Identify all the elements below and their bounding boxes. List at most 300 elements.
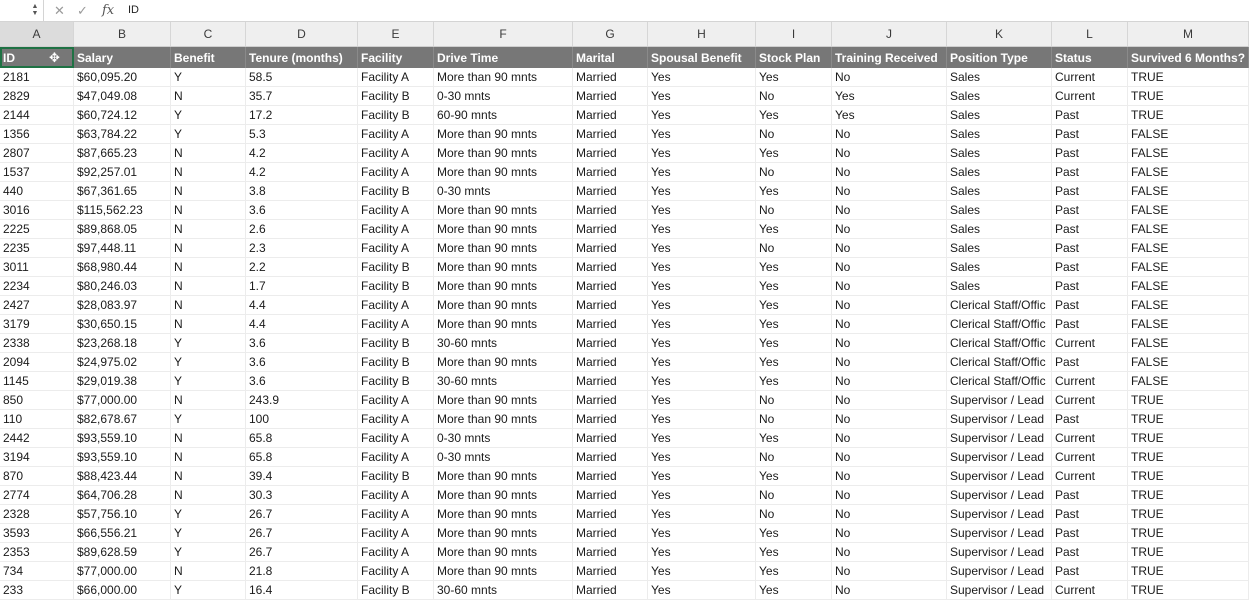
cell-h[interactable]: Yes (648, 410, 756, 429)
cell-m[interactable]: TRUE (1128, 524, 1249, 543)
cell-i[interactable]: No (756, 163, 832, 182)
column-header-l[interactable]: L (1052, 22, 1128, 46)
header-cell-i[interactable]: Stock Plan (756, 47, 832, 68)
cell-m[interactable]: FALSE (1128, 239, 1249, 258)
cell-d[interactable]: 58.5 (246, 68, 358, 87)
cell-d[interactable]: 26.7 (246, 543, 358, 562)
cell-h[interactable]: Yes (648, 353, 756, 372)
cell-c[interactable]: Y (171, 581, 246, 600)
cell-e[interactable]: Facility A (358, 163, 434, 182)
cell-k[interactable]: Sales (947, 277, 1052, 296)
cell-e[interactable]: Facility B (358, 106, 434, 125)
cell-m[interactable]: FALSE (1128, 220, 1249, 239)
cell-h[interactable]: Yes (648, 201, 756, 220)
cell-d[interactable]: 4.4 (246, 296, 358, 315)
cell-m[interactable]: TRUE (1128, 581, 1249, 600)
cell-h[interactable]: Yes (648, 277, 756, 296)
cell-h[interactable]: Yes (648, 106, 756, 125)
cell-b[interactable]: $29,019.38 (74, 372, 171, 391)
cell-m[interactable]: FALSE (1128, 334, 1249, 353)
cell-e[interactable]: Facility A (358, 296, 434, 315)
cell-j[interactable]: No (832, 182, 947, 201)
cell-k[interactable]: Sales (947, 144, 1052, 163)
cell-f[interactable]: More than 90 mnts (434, 296, 573, 315)
cell-i[interactable]: Yes (756, 220, 832, 239)
cell-m[interactable]: TRUE (1128, 467, 1249, 486)
cell-f[interactable]: More than 90 mnts (434, 315, 573, 334)
cell-f[interactable]: More than 90 mnts (434, 125, 573, 144)
cell-f[interactable]: 0-30 mnts (434, 429, 573, 448)
cell-e[interactable]: Facility A (358, 220, 434, 239)
cell-c[interactable]: N (171, 277, 246, 296)
cell-c[interactable]: N (171, 448, 246, 467)
cell-a[interactable]: 2338 (0, 334, 74, 353)
cell-a[interactable]: 2181 (0, 68, 74, 87)
cell-b[interactable]: $88,423.44 (74, 467, 171, 486)
column-header-a[interactable]: A (0, 22, 74, 46)
name-box-stepper-icon[interactable]: ▲ ▼ (31, 3, 39, 17)
column-header-f[interactable]: F (434, 22, 573, 46)
cell-b[interactable]: $87,665.23 (74, 144, 171, 163)
cell-c[interactable]: Y (171, 372, 246, 391)
cell-m[interactable]: FALSE (1128, 277, 1249, 296)
cell-a[interactable]: 2353 (0, 543, 74, 562)
cell-g[interactable]: Married (573, 239, 648, 258)
header-cell-l[interactable]: Status (1052, 47, 1128, 68)
cell-c[interactable]: Y (171, 524, 246, 543)
cell-e[interactable]: Facility A (358, 391, 434, 410)
cell-h[interactable]: Yes (648, 448, 756, 467)
cell-e[interactable]: Facility A (358, 315, 434, 334)
cell-f[interactable]: More than 90 mnts (434, 543, 573, 562)
cell-d[interactable]: 17.2 (246, 106, 358, 125)
cell-j[interactable]: No (832, 391, 947, 410)
cell-k[interactable]: Sales (947, 163, 1052, 182)
cell-j[interactable]: No (832, 258, 947, 277)
cell-g[interactable]: Married (573, 372, 648, 391)
cell-h[interactable]: Yes (648, 581, 756, 600)
cell-e[interactable]: Facility A (358, 410, 434, 429)
cell-k[interactable]: Supervisor / Lead (947, 410, 1052, 429)
cell-i[interactable]: Yes (756, 68, 832, 87)
cell-i[interactable]: No (756, 505, 832, 524)
cell-c[interactable]: N (171, 163, 246, 182)
cell-e[interactable]: Facility A (358, 505, 434, 524)
cell-a[interactable]: 2807 (0, 144, 74, 163)
cell-j[interactable]: No (832, 467, 947, 486)
cell-b[interactable]: $93,559.10 (74, 448, 171, 467)
cell-f[interactable]: More than 90 mnts (434, 144, 573, 163)
cell-c[interactable]: N (171, 429, 246, 448)
cell-k[interactable]: Sales (947, 258, 1052, 277)
cell-m[interactable]: FALSE (1128, 125, 1249, 144)
formula-input[interactable]: ID (128, 4, 139, 16)
cell-h[interactable]: Yes (648, 315, 756, 334)
cell-c[interactable]: N (171, 87, 246, 106)
cell-a[interactable]: 2094 (0, 353, 74, 372)
cell-e[interactable]: Facility A (358, 201, 434, 220)
cell-j[interactable]: No (832, 239, 947, 258)
cell-f[interactable]: More than 90 mnts (434, 524, 573, 543)
cell-i[interactable]: Yes (756, 258, 832, 277)
cell-d[interactable]: 3.6 (246, 201, 358, 220)
cell-g[interactable]: Married (573, 353, 648, 372)
cell-d[interactable]: 65.8 (246, 429, 358, 448)
cell-j[interactable]: No (832, 315, 947, 334)
cell-a[interactable]: 734 (0, 562, 74, 581)
cell-e[interactable]: Facility B (358, 258, 434, 277)
cell-f[interactable]: 0-30 mnts (434, 182, 573, 201)
cell-m[interactable]: FALSE (1128, 144, 1249, 163)
cell-h[interactable]: Yes (648, 163, 756, 182)
cell-d[interactable]: 30.3 (246, 486, 358, 505)
cell-l[interactable]: Past (1052, 410, 1128, 429)
cell-k[interactable]: Supervisor / Lead (947, 448, 1052, 467)
cell-f[interactable]: More than 90 mnts (434, 220, 573, 239)
cell-i[interactable]: Yes (756, 353, 832, 372)
cell-i[interactable]: No (756, 410, 832, 429)
cell-j[interactable]: Yes (832, 87, 947, 106)
cell-m[interactable]: TRUE (1128, 87, 1249, 106)
cell-l[interactable]: Past (1052, 239, 1128, 258)
cell-j[interactable]: No (832, 353, 947, 372)
cell-f[interactable]: 30-60 mnts (434, 372, 573, 391)
cell-i[interactable]: No (756, 486, 832, 505)
column-header-c[interactable]: C (171, 22, 246, 46)
cell-k[interactable]: Clerical Staff/Offic (947, 334, 1052, 353)
cell-i[interactable]: No (756, 239, 832, 258)
cell-g[interactable]: Married (573, 220, 648, 239)
cell-k[interactable]: Clerical Staff/Offic (947, 315, 1052, 334)
cell-a[interactable]: 850 (0, 391, 74, 410)
cell-l[interactable]: Past (1052, 486, 1128, 505)
cell-l[interactable]: Past (1052, 562, 1128, 581)
cell-a[interactable]: 3194 (0, 448, 74, 467)
cell-d[interactable]: 16.4 (246, 581, 358, 600)
cell-a[interactable]: 2427 (0, 296, 74, 315)
cell-b[interactable]: $77,000.00 (74, 562, 171, 581)
column-header-g[interactable]: G (573, 22, 648, 46)
cell-c[interactable]: Y (171, 543, 246, 562)
cell-m[interactable]: FALSE (1128, 315, 1249, 334)
cell-i[interactable]: Yes (756, 581, 832, 600)
cell-h[interactable]: Yes (648, 391, 756, 410)
cell-l[interactable]: Past (1052, 505, 1128, 524)
cell-g[interactable]: Married (573, 87, 648, 106)
cell-d[interactable]: 39.4 (246, 467, 358, 486)
cell-b[interactable]: $92,257.01 (74, 163, 171, 182)
cell-e[interactable]: Facility A (358, 543, 434, 562)
cell-a[interactable]: 2829 (0, 87, 74, 106)
header-cell-j[interactable]: Training Received (832, 47, 947, 68)
cell-l[interactable]: Current (1052, 391, 1128, 410)
cell-m[interactable]: FALSE (1128, 372, 1249, 391)
cell-a[interactable]: 2234 (0, 277, 74, 296)
cell-k[interactable]: Supervisor / Lead (947, 524, 1052, 543)
cell-k[interactable]: Sales (947, 125, 1052, 144)
column-header-i[interactable]: I (756, 22, 832, 46)
cell-m[interactable]: TRUE (1128, 562, 1249, 581)
cell-b[interactable]: $67,361.65 (74, 182, 171, 201)
cell-k[interactable]: Sales (947, 106, 1052, 125)
cell-h[interactable]: Yes (648, 486, 756, 505)
cell-h[interactable]: Yes (648, 524, 756, 543)
cell-a[interactable]: 3016 (0, 201, 74, 220)
cell-f[interactable]: 0-30 mnts (434, 448, 573, 467)
cell-a[interactable]: 870 (0, 467, 74, 486)
cell-b[interactable]: $66,556.21 (74, 524, 171, 543)
cell-f[interactable]: More than 90 mnts (434, 277, 573, 296)
cell-g[interactable]: Married (573, 524, 648, 543)
cell-e[interactable]: Facility B (358, 467, 434, 486)
cell-e[interactable]: Facility B (358, 87, 434, 106)
cell-b[interactable]: $66,000.00 (74, 581, 171, 600)
cell-d[interactable]: 3.6 (246, 372, 358, 391)
cell-g[interactable]: Married (573, 315, 648, 334)
cell-f[interactable]: More than 90 mnts (434, 467, 573, 486)
cell-m[interactable]: TRUE (1128, 543, 1249, 562)
cell-k[interactable]: Supervisor / Lead (947, 391, 1052, 410)
cell-k[interactable]: Sales (947, 201, 1052, 220)
cell-j[interactable]: No (832, 505, 947, 524)
cell-g[interactable]: Married (573, 334, 648, 353)
cell-b[interactable]: $47,049.08 (74, 87, 171, 106)
column-header-k[interactable]: K (947, 22, 1052, 46)
cell-a[interactable]: 3011 (0, 258, 74, 277)
cell-d[interactable]: 3.6 (246, 334, 358, 353)
cell-l[interactable]: Current (1052, 87, 1128, 106)
cell-g[interactable]: Married (573, 163, 648, 182)
cell-i[interactable]: Yes (756, 372, 832, 391)
cell-f[interactable]: More than 90 mnts (434, 353, 573, 372)
cell-j[interactable]: No (832, 448, 947, 467)
cell-e[interactable]: Facility A (358, 125, 434, 144)
cell-l[interactable]: Past (1052, 277, 1128, 296)
cell-g[interactable]: Married (573, 182, 648, 201)
column-header-b[interactable]: B (74, 22, 171, 46)
cell-b[interactable]: $77,000.00 (74, 391, 171, 410)
cell-c[interactable]: N (171, 258, 246, 277)
cell-j[interactable]: No (832, 334, 947, 353)
cell-c[interactable]: Y (171, 505, 246, 524)
cell-c[interactable]: Y (171, 125, 246, 144)
cell-m[interactable]: FALSE (1128, 258, 1249, 277)
cell-h[interactable]: Yes (648, 258, 756, 277)
cell-l[interactable]: Current (1052, 334, 1128, 353)
cell-l[interactable]: Past (1052, 163, 1128, 182)
cell-b[interactable]: $82,678.67 (74, 410, 171, 429)
cell-g[interactable]: Married (573, 562, 648, 581)
cell-k[interactable]: Supervisor / Lead (947, 581, 1052, 600)
cell-e[interactable]: Facility B (358, 353, 434, 372)
cell-i[interactable]: Yes (756, 562, 832, 581)
cell-k[interactable]: Sales (947, 68, 1052, 87)
cell-a[interactable]: 2328 (0, 505, 74, 524)
cell-c[interactable]: N (171, 467, 246, 486)
cell-g[interactable]: Married (573, 277, 648, 296)
cell-k[interactable]: Supervisor / Lead (947, 543, 1052, 562)
header-cell-e[interactable]: Facility (358, 47, 434, 68)
cell-a[interactable]: 1145 (0, 372, 74, 391)
cell-c[interactable]: Y (171, 410, 246, 429)
cell-h[interactable]: Yes (648, 87, 756, 106)
header-cell-f[interactable]: Drive Time (434, 47, 573, 68)
cell-e[interactable]: Facility A (358, 68, 434, 87)
header-cell-d[interactable]: Tenure (months) (246, 47, 358, 68)
header-cell-a[interactable]: ID (0, 47, 74, 68)
cell-h[interactable]: Yes (648, 144, 756, 163)
cell-l[interactable]: Current (1052, 68, 1128, 87)
cell-m[interactable]: TRUE (1128, 448, 1249, 467)
cell-i[interactable]: Yes (756, 277, 832, 296)
cell-m[interactable]: TRUE (1128, 429, 1249, 448)
cell-e[interactable]: Facility B (358, 581, 434, 600)
cell-g[interactable]: Married (573, 144, 648, 163)
cell-f[interactable]: More than 90 mnts (434, 486, 573, 505)
cell-c[interactable]: N (171, 296, 246, 315)
cell-d[interactable]: 26.7 (246, 505, 358, 524)
cell-a[interactable]: 2235 (0, 239, 74, 258)
cell-e[interactable]: Facility A (358, 486, 434, 505)
cell-m[interactable]: FALSE (1128, 296, 1249, 315)
cell-j[interactable]: No (832, 125, 947, 144)
cell-k[interactable]: Sales (947, 182, 1052, 201)
cell-b[interactable]: $64,706.28 (74, 486, 171, 505)
cell-d[interactable]: 243.9 (246, 391, 358, 410)
cell-k[interactable]: Sales (947, 220, 1052, 239)
cell-h[interactable]: Yes (648, 182, 756, 201)
cell-j[interactable]: Yes (832, 106, 947, 125)
name-box[interactable] (0, 0, 44, 21)
cell-d[interactable]: 2.2 (246, 258, 358, 277)
cell-l[interactable]: Current (1052, 467, 1128, 486)
column-header-e[interactable]: E (358, 22, 434, 46)
cell-f[interactable]: More than 90 mnts (434, 201, 573, 220)
cell-i[interactable]: No (756, 125, 832, 144)
cell-e[interactable]: Facility A (358, 239, 434, 258)
cell-g[interactable]: Married (573, 258, 648, 277)
header-cell-m[interactable]: Survived 6 Months? (1128, 47, 1249, 68)
cell-d[interactable]: 5.3 (246, 125, 358, 144)
cell-d[interactable]: 2.3 (246, 239, 358, 258)
cell-f[interactable]: More than 90 mnts (434, 562, 573, 581)
cell-b[interactable]: $60,095.20 (74, 68, 171, 87)
cell-a[interactable]: 440 (0, 182, 74, 201)
cell-i[interactable]: Yes (756, 524, 832, 543)
cell-i[interactable]: No (756, 391, 832, 410)
cell-g[interactable]: Married (573, 106, 648, 125)
cell-m[interactable]: TRUE (1128, 106, 1249, 125)
cell-c[interactable]: N (171, 486, 246, 505)
cell-e[interactable]: Facility B (358, 372, 434, 391)
cell-m[interactable]: TRUE (1128, 410, 1249, 429)
cell-f[interactable]: 30-60 mnts (434, 581, 573, 600)
cell-j[interactable]: No (832, 543, 947, 562)
cell-f[interactable]: More than 90 mnts (434, 68, 573, 87)
cell-h[interactable]: Yes (648, 562, 756, 581)
cell-l[interactable]: Current (1052, 429, 1128, 448)
column-header-h[interactable]: H (648, 22, 756, 46)
header-cell-c[interactable]: Benefit (171, 47, 246, 68)
cell-d[interactable]: 2.6 (246, 220, 358, 239)
cell-g[interactable]: Married (573, 467, 648, 486)
cell-g[interactable]: Married (573, 543, 648, 562)
cell-f[interactable]: More than 90 mnts (434, 505, 573, 524)
cell-d[interactable]: 26.7 (246, 524, 358, 543)
cell-j[interactable]: No (832, 410, 947, 429)
cell-e[interactable]: Facility A (358, 524, 434, 543)
cell-f[interactable]: 60-90 mnts (434, 106, 573, 125)
cell-h[interactable]: Yes (648, 220, 756, 239)
cell-d[interactable]: 4.2 (246, 163, 358, 182)
cell-b[interactable]: $89,868.05 (74, 220, 171, 239)
cell-f[interactable]: More than 90 mnts (434, 239, 573, 258)
cell-c[interactable]: N (171, 144, 246, 163)
cell-k[interactable]: Sales (947, 87, 1052, 106)
cell-a[interactable]: 1537 (0, 163, 74, 182)
cell-b[interactable]: $80,246.03 (74, 277, 171, 296)
cell-g[interactable]: Married (573, 410, 648, 429)
cell-a[interactable]: 233 (0, 581, 74, 600)
cell-l[interactable]: Past (1052, 258, 1128, 277)
cell-m[interactable]: FALSE (1128, 163, 1249, 182)
cell-j[interactable]: No (832, 201, 947, 220)
cell-j[interactable]: No (832, 144, 947, 163)
cell-j[interactable]: No (832, 486, 947, 505)
cell-j[interactable]: No (832, 296, 947, 315)
cell-h[interactable]: Yes (648, 334, 756, 353)
cell-b[interactable]: $30,650.15 (74, 315, 171, 334)
cell-h[interactable]: Yes (648, 372, 756, 391)
cell-i[interactable]: Yes (756, 182, 832, 201)
cell-e[interactable]: Facility A (358, 144, 434, 163)
cell-c[interactable]: N (171, 220, 246, 239)
header-cell-b[interactable]: Salary (74, 47, 171, 68)
cell-g[interactable]: Married (573, 201, 648, 220)
cell-c[interactable]: N (171, 182, 246, 201)
cell-e[interactable]: Facility B (358, 277, 434, 296)
cell-l[interactable]: Past (1052, 182, 1128, 201)
cell-k[interactable]: Supervisor / Lead (947, 467, 1052, 486)
cell-g[interactable]: Married (573, 448, 648, 467)
cell-m[interactable]: TRUE (1128, 486, 1249, 505)
cell-j[interactable]: No (832, 562, 947, 581)
cell-c[interactable]: N (171, 315, 246, 334)
cell-g[interactable]: Married (573, 391, 648, 410)
cell-l[interactable]: Current (1052, 372, 1128, 391)
cell-c[interactable]: N (171, 201, 246, 220)
cell-e[interactable]: Facility A (358, 448, 434, 467)
cell-h[interactable]: Yes (648, 543, 756, 562)
enter-checkmark-icon[interactable]: ✓ (77, 3, 88, 18)
cell-j[interactable]: No (832, 581, 947, 600)
cell-i[interactable]: Yes (756, 543, 832, 562)
cell-a[interactable]: 2225 (0, 220, 74, 239)
cell-i[interactable]: Yes (756, 467, 832, 486)
cell-l[interactable]: Past (1052, 220, 1128, 239)
column-header-d[interactable]: D (246, 22, 358, 46)
cell-i[interactable]: No (756, 87, 832, 106)
cell-k[interactable]: Supervisor / Lead (947, 505, 1052, 524)
cell-d[interactable]: 100 (246, 410, 358, 429)
cell-g[interactable]: Married (573, 296, 648, 315)
cell-m[interactable]: TRUE (1128, 391, 1249, 410)
cell-i[interactable]: Yes (756, 334, 832, 353)
header-cell-g[interactable]: Marital (573, 47, 648, 68)
cell-d[interactable]: 21.8 (246, 562, 358, 581)
cell-k[interactable]: Supervisor / Lead (947, 486, 1052, 505)
cancel-icon[interactable]: ✕ (54, 3, 65, 18)
